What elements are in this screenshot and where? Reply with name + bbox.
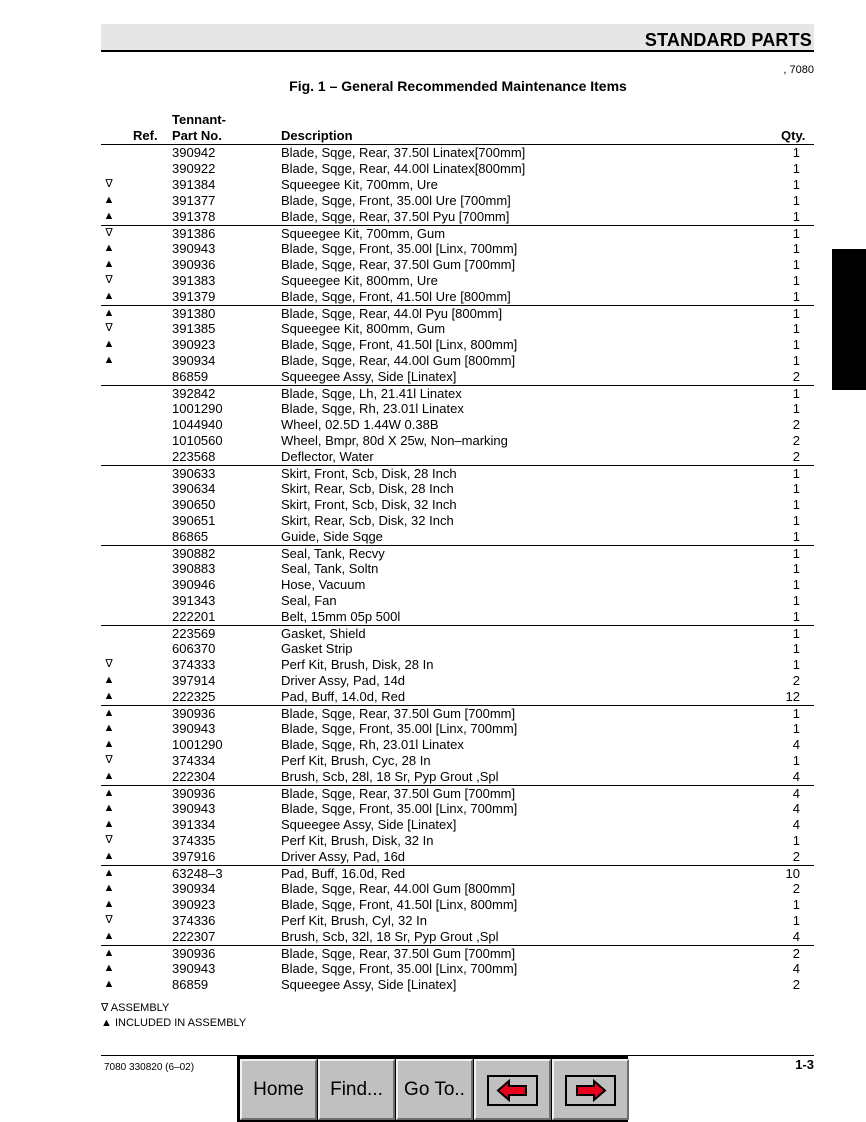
table-row bbox=[101, 769, 814, 785]
ref-symbol: ▲ bbox=[103, 787, 115, 799]
table-row bbox=[101, 145, 814, 161]
column-header-qty: Qty. bbox=[781, 128, 806, 143]
table-row bbox=[101, 513, 814, 529]
part-qty: 10 bbox=[785, 866, 800, 881]
part-number: 391385 bbox=[172, 321, 216, 336]
part-description: Blade, Sqge, Rear, 37.50l Gum [700mm] bbox=[281, 257, 516, 272]
table-row bbox=[101, 369, 814, 385]
table-row bbox=[101, 289, 814, 305]
part-qty: 1 bbox=[792, 289, 800, 304]
part-description: Skirt, Rear, Scb, Disk, 32 Inch bbox=[281, 513, 454, 528]
part-description: Blade, Sqge, Rear, 37.50l Gum [700mm] bbox=[281, 786, 516, 801]
part-description: Blade, Sqge, Rear, 44.00l Gum [800mm] bbox=[281, 353, 516, 368]
part-description: Perf Kit, Brush, Disk, 32 In bbox=[281, 833, 434, 848]
part-qty: 2 bbox=[792, 849, 800, 864]
table-row bbox=[101, 593, 814, 609]
part-qty: 2 bbox=[792, 433, 800, 448]
ref-symbol: ▲ bbox=[103, 258, 115, 270]
part-qty: 1 bbox=[792, 626, 800, 641]
column-header-description: Description bbox=[281, 128, 353, 143]
part-description: Pad, Buff, 14.0d, Red bbox=[281, 689, 406, 704]
part-description: Perf Kit, Brush, Cyc, 28 In bbox=[281, 753, 431, 768]
part-description: Squeegee Assy, Side [Linatex] bbox=[281, 369, 457, 384]
table-row bbox=[101, 801, 814, 817]
table-row bbox=[101, 161, 814, 177]
part-qty: 1 bbox=[792, 721, 800, 736]
part-number: 397914 bbox=[172, 673, 216, 688]
table-row bbox=[101, 913, 814, 929]
part-description: Seal, Tank, Soltn bbox=[281, 561, 379, 576]
table-row bbox=[101, 401, 814, 417]
part-description: Skirt, Rear, Scb, Disk, 28 Inch bbox=[281, 481, 454, 496]
table-row bbox=[101, 929, 814, 945]
part-qty: 4 bbox=[792, 786, 800, 801]
part-qty: 1 bbox=[792, 497, 800, 512]
part-number: 374336 bbox=[172, 913, 216, 928]
part-number: 390934 bbox=[172, 353, 216, 368]
table-row bbox=[101, 177, 814, 193]
part-number: 390936 bbox=[172, 706, 216, 721]
table-row bbox=[101, 817, 814, 833]
part-number: 390936 bbox=[172, 786, 216, 801]
table-row bbox=[101, 209, 814, 225]
part-description: Wheel, Bmpr, 80d X 25w, Non–marking bbox=[281, 433, 508, 448]
part-qty: 4 bbox=[792, 801, 800, 816]
table-row bbox=[101, 465, 814, 481]
part-number: 390943 bbox=[172, 241, 216, 256]
part-qty: 1 bbox=[792, 641, 800, 656]
part-number: 1044940 bbox=[172, 417, 223, 432]
part-description: Blade, Sqge, Rear, 44.00l Linatex[800mm] bbox=[281, 161, 526, 176]
column-header-part-bottom: Part No. bbox=[172, 128, 222, 143]
table-row bbox=[101, 785, 814, 801]
part-number: 390923 bbox=[172, 337, 216, 352]
column-header-part-top: Tennant- bbox=[172, 112, 226, 127]
part-description: Blade, Sqge, Rh, 23.01l Linatex bbox=[281, 401, 464, 416]
part-description: Skirt, Front, Scb, Disk, 32 Inch bbox=[281, 497, 457, 512]
part-number: 390882 bbox=[172, 546, 216, 561]
table-row bbox=[101, 241, 814, 257]
part-description: Seal, Tank, Recvy bbox=[281, 546, 385, 561]
part-description: Blade, Sqge, Rear, 37.50l Linatex[700mm] bbox=[281, 145, 526, 160]
part-number: 390942 bbox=[172, 145, 216, 160]
ref-symbol: ∇ bbox=[105, 322, 113, 334]
part-qty: 1 bbox=[792, 337, 800, 352]
part-qty: 1 bbox=[792, 161, 800, 176]
part-qty: 1 bbox=[792, 546, 800, 561]
part-description: Squeegee Kit, 700mm, Gum bbox=[281, 226, 446, 241]
part-description: Blade, Sqge, Rear, 44.0l Pyu [800mm] bbox=[281, 306, 503, 321]
parts-table bbox=[101, 145, 814, 993]
part-qty: 1 bbox=[792, 897, 800, 912]
table-row bbox=[101, 257, 814, 273]
part-description: Squeegee Kit, 800mm, Ure bbox=[281, 273, 438, 288]
part-description: Squeegee Assy, Side [Linatex] bbox=[281, 817, 457, 832]
table-row bbox=[101, 449, 814, 465]
part-number: 223568 bbox=[172, 449, 216, 464]
table-row bbox=[101, 961, 814, 977]
part-qty: 1 bbox=[792, 593, 800, 608]
ref-symbol: ▲ bbox=[103, 210, 115, 222]
part-number: 223569 bbox=[172, 626, 216, 641]
page-number: 1-3 bbox=[795, 1057, 814, 1072]
part-description: Gasket, Shield bbox=[281, 626, 366, 641]
column-header-part-no bbox=[172, 112, 226, 144]
ref-symbol: ▲ bbox=[103, 354, 115, 366]
part-number: 390633 bbox=[172, 466, 216, 481]
part-description: Blade, Sqge, Lh, 21.41l Linatex bbox=[281, 386, 462, 401]
table-row bbox=[101, 225, 814, 241]
part-number: 390943 bbox=[172, 801, 216, 816]
part-qty: 1 bbox=[792, 577, 800, 592]
section-tab-marker bbox=[832, 249, 866, 390]
ref-symbol: ▲ bbox=[103, 242, 115, 254]
part-description: Blade, Sqge, Front, 35.00l [Linx, 700mm] bbox=[281, 721, 518, 736]
part-qty: 1 bbox=[792, 306, 800, 321]
part-description: Skirt, Front, Scb, Disk, 28 Inch bbox=[281, 466, 457, 481]
part-qty: 1 bbox=[792, 193, 800, 208]
part-description: Blade, Sqge, Front, 35.00l Ure [700mm] bbox=[281, 193, 511, 208]
part-number: 397916 bbox=[172, 849, 216, 864]
part-qty: 1 bbox=[792, 529, 800, 544]
next-page-button[interactable] bbox=[552, 1059, 629, 1120]
part-qty: 1 bbox=[792, 257, 800, 272]
ref-symbol: ▲ bbox=[103, 962, 115, 974]
part-description: Blade, Sqge, Rear, 37.50l Gum [700mm] bbox=[281, 706, 516, 721]
part-number: 390923 bbox=[172, 897, 216, 912]
table-row bbox=[101, 753, 814, 769]
table-row bbox=[101, 433, 814, 449]
part-description: Belt, 15mm 05p 500l bbox=[281, 609, 401, 624]
part-number: 390934 bbox=[172, 881, 216, 896]
part-description: Blade, Sqge, Front, 41.50l [Linx, 800mm] bbox=[281, 337, 518, 352]
part-qty: 1 bbox=[792, 706, 800, 721]
ref-symbol: ▲ bbox=[103, 882, 115, 894]
table-row bbox=[101, 641, 814, 657]
part-number: 222307 bbox=[172, 929, 216, 944]
part-qty: 1 bbox=[792, 386, 800, 401]
part-description: Perf Kit, Brush, Disk, 28 In bbox=[281, 657, 434, 672]
part-qty: 1 bbox=[792, 401, 800, 416]
part-qty: 2 bbox=[792, 417, 800, 432]
ref-symbol: ▲ bbox=[103, 898, 115, 910]
navigation-bar bbox=[237, 1055, 628, 1122]
part-number: 392842 bbox=[172, 386, 216, 401]
part-qty: 1 bbox=[792, 481, 800, 496]
part-description: Blade, Sqge, Front, 41.50l Ure [800mm] bbox=[281, 289, 511, 304]
ref-symbol: ▲ bbox=[103, 770, 115, 782]
part-description: Brush, Scb, 32l, 18 Sr, Pyp Grout ,Spl bbox=[281, 929, 499, 944]
part-number: 374335 bbox=[172, 833, 216, 848]
document-code: 7080 330820 (6–02) bbox=[104, 1062, 195, 1073]
ref-symbol: ▲ bbox=[103, 290, 115, 302]
part-qty: 1 bbox=[792, 209, 800, 224]
part-number: 1001290 bbox=[172, 737, 223, 752]
table-row bbox=[101, 833, 814, 849]
ref-symbol: ∇ bbox=[105, 914, 113, 926]
part-qty: 1 bbox=[792, 513, 800, 528]
part-number: 390943 bbox=[172, 961, 216, 976]
ref-symbol: ▲ bbox=[103, 674, 115, 686]
table-row bbox=[101, 561, 814, 577]
part-description: Perf Kit, Brush, Cyl, 32 In bbox=[281, 913, 427, 928]
part-description: Wheel, 02.5D 1.44W 0.38B bbox=[281, 417, 439, 432]
ref-symbol: ∇ bbox=[105, 227, 113, 239]
part-description: Driver Assy, Pad, 16d bbox=[281, 849, 406, 864]
part-description: Driver Assy, Pad, 14d bbox=[281, 673, 406, 688]
table-row bbox=[101, 193, 814, 209]
ref-symbol: ▲ bbox=[103, 307, 115, 319]
part-description: Hose, Vacuum bbox=[281, 577, 366, 592]
part-number: 86859 bbox=[172, 369, 209, 384]
part-qty: 1 bbox=[792, 273, 800, 288]
part-number: 391384 bbox=[172, 177, 216, 192]
ref-symbol: ▲ bbox=[103, 802, 115, 814]
part-qty: 12 bbox=[785, 689, 800, 704]
part-description: Squeegee Assy, Side [Linatex] bbox=[281, 977, 457, 992]
part-qty: 1 bbox=[792, 833, 800, 848]
table-row bbox=[101, 305, 814, 321]
part-qty: 1 bbox=[792, 177, 800, 192]
table-row bbox=[101, 577, 814, 593]
part-description: Gasket Strip bbox=[281, 641, 353, 656]
part-number: 390883 bbox=[172, 561, 216, 576]
table-row bbox=[101, 481, 814, 497]
next-arrow-frame bbox=[565, 1075, 616, 1106]
part-qty: 2 bbox=[792, 449, 800, 464]
part-number: 390634 bbox=[172, 481, 216, 496]
table-row bbox=[101, 545, 814, 561]
legend-included: ▲ INCLUDED IN ASSEMBLY bbox=[101, 1017, 247, 1029]
part-qty: 2 bbox=[792, 673, 800, 688]
ref-symbol: ▲ bbox=[103, 690, 115, 702]
part-description: Squeegee Kit, 700mm, Ure bbox=[281, 177, 438, 192]
table-row bbox=[101, 705, 814, 721]
table-row bbox=[101, 721, 814, 737]
part-qty: 1 bbox=[792, 321, 800, 336]
page-title: STANDARD PARTS bbox=[644, 30, 812, 50]
part-qty: 1 bbox=[792, 353, 800, 368]
table-row bbox=[101, 385, 814, 401]
part-qty: 1 bbox=[792, 226, 800, 241]
table-row bbox=[101, 881, 814, 897]
part-number: 222201 bbox=[172, 609, 216, 624]
part-description: Blade, Sqge, Rear, 44.00l Gum [800mm] bbox=[281, 881, 516, 896]
model-reference: , 7080 bbox=[783, 64, 814, 76]
ref-symbol: ∇ bbox=[105, 178, 113, 190]
table-row bbox=[101, 337, 814, 353]
part-qty: 4 bbox=[792, 737, 800, 752]
part-number: 391378 bbox=[172, 209, 216, 224]
part-qty: 1 bbox=[792, 466, 800, 481]
part-qty: 2 bbox=[792, 369, 800, 384]
ref-symbol: ▲ bbox=[103, 338, 115, 350]
part-number: 86859 bbox=[172, 977, 209, 992]
part-number: 390650 bbox=[172, 497, 216, 512]
part-number: 391334 bbox=[172, 817, 216, 832]
table-row bbox=[101, 417, 814, 433]
part-qty: 1 bbox=[792, 561, 800, 576]
part-qty: 1 bbox=[792, 241, 800, 256]
left-arrow-icon bbox=[489, 1077, 536, 1104]
figure-title: Fig. 1 – General Recommended Maintenance Items bbox=[289, 78, 627, 94]
table-row bbox=[101, 497, 814, 513]
part-number: 374334 bbox=[172, 753, 216, 768]
part-number: 391379 bbox=[172, 289, 216, 304]
part-qty: 2 bbox=[792, 881, 800, 896]
table-row bbox=[101, 849, 814, 865]
find-button[interactable]: Find... bbox=[318, 1059, 395, 1120]
ref-symbol: ▲ bbox=[103, 867, 115, 879]
part-number: 1010560 bbox=[172, 433, 223, 448]
table-row bbox=[101, 273, 814, 289]
right-arrow-icon bbox=[567, 1077, 614, 1104]
page-header-bar bbox=[101, 24, 814, 52]
part-number: 390651 bbox=[172, 513, 216, 528]
part-number: 86865 bbox=[172, 529, 209, 544]
part-description: Deflector, Water bbox=[281, 449, 374, 464]
ref-symbol: ∇ bbox=[105, 274, 113, 286]
table-row bbox=[101, 353, 814, 369]
part-number: 391377 bbox=[172, 193, 216, 208]
part-description: Blade, Sqge, Rh, 23.01l Linatex bbox=[281, 737, 464, 752]
part-number: 374333 bbox=[172, 657, 216, 672]
previous-page-button[interactable] bbox=[474, 1059, 551, 1120]
table-row bbox=[101, 673, 814, 689]
ref-symbol: ▲ bbox=[103, 722, 115, 734]
part-qty: 1 bbox=[792, 913, 800, 928]
table-row bbox=[101, 977, 814, 993]
part-qty: 2 bbox=[792, 977, 800, 992]
home-button[interactable]: Home bbox=[240, 1059, 317, 1120]
part-description: Seal, Fan bbox=[281, 593, 337, 608]
part-description: Blade, Sqge, Rear, 37.50l Pyu [700mm] bbox=[281, 209, 510, 224]
part-description: Blade, Sqge, Front, 35.00l [Linx, 700mm] bbox=[281, 241, 518, 256]
ref-symbol: ▲ bbox=[103, 818, 115, 830]
table-row bbox=[101, 945, 814, 961]
part-qty: 4 bbox=[792, 929, 800, 944]
table-row bbox=[101, 737, 814, 753]
part-qty: 2 bbox=[792, 946, 800, 961]
table-row bbox=[101, 689, 814, 705]
part-number: 391383 bbox=[172, 273, 216, 288]
part-qty: 1 bbox=[792, 609, 800, 624]
part-description: Blade, Sqge, Rear, 37.50l Gum [700mm] bbox=[281, 946, 516, 961]
table-row bbox=[101, 897, 814, 913]
ref-symbol: ▲ bbox=[103, 978, 115, 990]
ref-symbol: ∇ bbox=[105, 834, 113, 846]
table-row bbox=[101, 529, 814, 545]
part-description: Guide, Side Sqge bbox=[281, 529, 383, 544]
part-number: 390946 bbox=[172, 577, 216, 592]
part-qty: 1 bbox=[792, 145, 800, 160]
part-description: Blade, Sqge, Front, 41.50l [Linx, 800mm] bbox=[281, 897, 518, 912]
part-number: 63248–3 bbox=[172, 866, 223, 881]
ref-symbol: ▲ bbox=[103, 738, 115, 750]
part-description: Blade, Sqge, Front, 35.00l [Linx, 700mm] bbox=[281, 961, 518, 976]
part-number: 391386 bbox=[172, 226, 216, 241]
legend-assembly: ∇ ASSEMBLY bbox=[101, 1002, 170, 1014]
part-number: 390936 bbox=[172, 257, 216, 272]
part-description: Brush, Scb, 28l, 18 Sr, Pyp Grout ,Spl bbox=[281, 769, 499, 784]
ref-symbol: ▲ bbox=[103, 930, 115, 942]
part-qty: 1 bbox=[792, 657, 800, 672]
part-qty: 4 bbox=[792, 769, 800, 784]
part-number: 222304 bbox=[172, 769, 216, 784]
part-number: 390936 bbox=[172, 946, 216, 961]
part-number: 390943 bbox=[172, 721, 216, 736]
part-qty: 4 bbox=[792, 817, 800, 832]
goto-button[interactable]: Go To.. bbox=[396, 1059, 473, 1120]
part-qty: 4 bbox=[792, 961, 800, 976]
ref-symbol: ▲ bbox=[103, 947, 115, 959]
table-row bbox=[101, 865, 814, 881]
part-number: 606370 bbox=[172, 641, 216, 656]
part-number: 391343 bbox=[172, 593, 216, 608]
part-number: 222325 bbox=[172, 689, 216, 704]
column-header-ref: Ref. bbox=[133, 128, 158, 143]
part-description: Pad, Buff, 16.0d, Red bbox=[281, 866, 406, 881]
part-description: Squeegee Kit, 800mm, Gum bbox=[281, 321, 446, 336]
ref-symbol: ∇ bbox=[105, 754, 113, 766]
ref-symbol: ∇ bbox=[105, 658, 113, 670]
part-qty: 1 bbox=[792, 753, 800, 768]
part-number: 391380 bbox=[172, 306, 216, 321]
table-row bbox=[101, 657, 814, 673]
previous-arrow-frame bbox=[487, 1075, 538, 1106]
ref-symbol: ▲ bbox=[103, 850, 115, 862]
part-number: 390922 bbox=[172, 161, 216, 176]
part-description: Blade, Sqge, Front, 35.00l [Linx, 700mm] bbox=[281, 801, 518, 816]
table-row bbox=[101, 321, 814, 337]
ref-symbol: ▲ bbox=[103, 194, 115, 206]
part-number: 1001290 bbox=[172, 401, 223, 416]
table-row bbox=[101, 625, 814, 641]
table-row bbox=[101, 609, 814, 625]
ref-symbol: ▲ bbox=[103, 707, 115, 719]
